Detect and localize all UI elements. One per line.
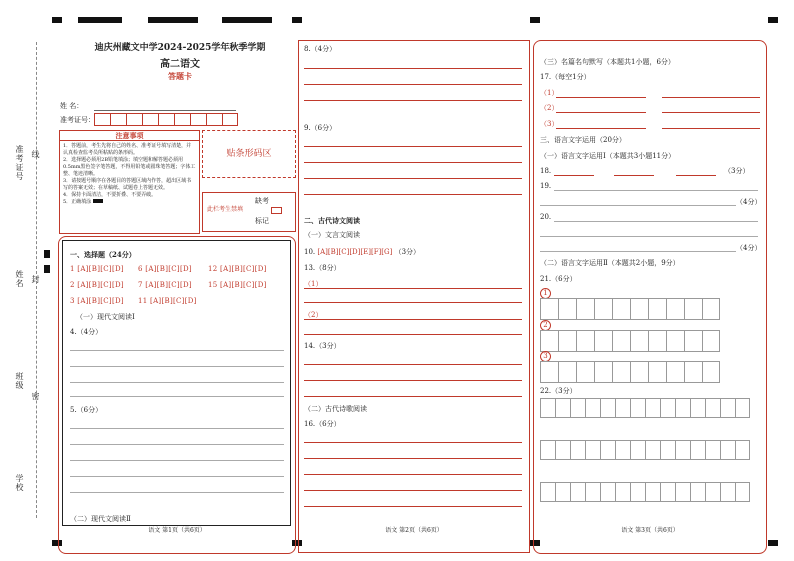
side-line-label: 线 <box>31 150 40 159</box>
notice-item: 4．保持卡面清洁，不要折叠、不要弄破。 <box>63 192 157 198</box>
side-seal-label: 封 <box>31 275 40 284</box>
school-title: 迪庆州藏文中学2024-2025学年秋季学期 <box>94 43 266 53</box>
answer-line[interactable] <box>70 382 284 383</box>
answer-line[interactable] <box>304 474 522 475</box>
subsection-modern-1: （一）现代文阅读Ⅰ <box>76 313 135 321</box>
answer-line[interactable] <box>70 492 284 493</box>
question-16: 16.（6分） <box>304 420 341 428</box>
timing-mark <box>52 17 62 23</box>
subsection-poetry: （二）古代诗歌阅读 <box>304 405 367 413</box>
question-5: 5.（6分） <box>70 406 103 414</box>
timing-mark <box>768 540 778 546</box>
question-9: 9.（6分） <box>304 124 337 132</box>
section-choice: 一、选择题（24分） <box>70 250 136 259</box>
blank-line[interactable] <box>614 175 654 176</box>
choice-options[interactable]: [A][B][C][D] <box>145 265 192 273</box>
answer-line[interactable] <box>304 302 522 303</box>
answer-line[interactable] <box>304 319 522 320</box>
q10-options[interactable]: [A][B][C][D][E][F][G] <box>317 248 393 256</box>
answer-line[interactable] <box>304 334 522 335</box>
side-school-label: 学校 <box>15 474 24 492</box>
answer-line[interactable] <box>70 476 284 477</box>
blank-line[interactable] <box>676 175 716 176</box>
blank-line[interactable] <box>556 97 646 98</box>
answer-line[interactable] <box>304 162 522 163</box>
page2-frame <box>298 40 530 553</box>
side-class-label: 班级 <box>15 372 24 390</box>
filled-sample <box>93 199 103 203</box>
choice-options[interactable]: [A][B][C][D] <box>145 281 192 289</box>
timing-mark <box>530 17 540 23</box>
answer-line[interactable] <box>70 366 284 367</box>
answer-line[interactable] <box>304 396 522 397</box>
card-title: 答题卡 <box>168 71 192 81</box>
answer-line[interactable] <box>70 350 284 351</box>
notice-item: 5．正确填涂 <box>63 199 92 205</box>
timing-mark <box>222 17 272 23</box>
choice-options[interactable]: [A][B][C][D] <box>77 281 124 289</box>
name-label: 姓 名： <box>60 102 84 110</box>
answer-line[interactable] <box>304 458 522 459</box>
question-19: 19. <box>540 182 552 190</box>
question-10: 10. [A][B][C][D][E][F][G] （3分） <box>304 248 421 256</box>
row-3-marker: 3 <box>540 351 551 362</box>
notice-box <box>59 130 200 234</box>
row-1-marker: 1 <box>540 288 551 299</box>
barcode-area: 贴条形码区 <box>202 130 296 178</box>
answer-line[interactable] <box>70 428 284 429</box>
blank-1-label: （1） <box>540 89 559 97</box>
q13-part-2: （2） <box>304 311 323 319</box>
side-close-label: 密 <box>31 392 40 401</box>
notice-item: 2．选择题必须用2B铅笔填涂；填空题和解答题必须用0.5mm黑色签字笔答题，不得用铅笔或圆珠笔答题；字体工整、笔迹清晰。 <box>63 157 196 177</box>
section-classical: 二、古代诗文阅读 <box>304 216 360 225</box>
answer-line[interactable] <box>304 68 522 69</box>
choice-options[interactable]: [A][B][C][D] <box>77 265 124 273</box>
page2-footer: 语文 第2页（共6页） <box>385 527 443 534</box>
timing-mark <box>78 17 122 23</box>
name-field[interactable] <box>94 110 236 111</box>
absent-box <box>202 192 296 232</box>
section-language: 三、语言文字运用（20分） <box>540 136 626 144</box>
answer-line[interactable] <box>304 84 522 85</box>
q19-score: （4分） <box>736 198 762 206</box>
answer-line[interactable] <box>304 100 522 101</box>
blank-line[interactable] <box>556 128 646 129</box>
answer-line[interactable] <box>304 506 522 507</box>
timing-mark <box>148 17 198 23</box>
side-exam-no-label: 准考证号 <box>15 145 24 181</box>
answer-line[interactable] <box>70 396 284 397</box>
subject-title: 高二语文 <box>160 59 200 70</box>
page3-frame <box>533 40 767 554</box>
choice-options[interactable]: [A][B][C][D] <box>220 265 267 273</box>
blank-line[interactable] <box>662 97 760 98</box>
writing-grid-row[interactable] <box>540 482 750 502</box>
answer-line[interactable] <box>304 288 522 289</box>
q18-score: （3分） <box>724 167 750 175</box>
answer-line[interactable] <box>554 190 758 191</box>
answer-line[interactable] <box>304 364 522 365</box>
subsection-language-1: （一）语言文字运用Ⅰ（本题共3小题11分） <box>540 152 676 160</box>
row-2-marker: 2 <box>540 320 551 331</box>
blank-line[interactable] <box>662 112 760 113</box>
page1-footer: 语文 第1页（共6页） <box>148 527 206 534</box>
q13-part-1: （1） <box>304 280 323 288</box>
side-name-label: 姓名 <box>15 270 24 288</box>
answer-line[interactable] <box>304 442 522 443</box>
question-20: 20. <box>540 213 552 221</box>
section-recite: （三）名篇名句默写（本题共1小题，6分） <box>540 58 675 66</box>
absent-forbid-label: 此栏考生禁填 <box>207 206 244 213</box>
absent-label: 缺考 <box>255 197 269 205</box>
answer-line[interactable] <box>304 380 522 381</box>
question-18: 18. <box>540 167 552 175</box>
writing-grid-row[interactable] <box>540 361 720 383</box>
question-8: 8.（4分） <box>304 45 337 53</box>
answer-line[interactable] <box>70 460 284 461</box>
blank-line[interactable] <box>556 112 646 113</box>
notice-item: 1．答题前，考生先将自己的姓名、准考证号填写清楚，并认真检查监考员所粘贴的条形码。 <box>63 143 192 156</box>
answer-line[interactable] <box>540 205 736 206</box>
writing-grid-row[interactable] <box>540 330 720 352</box>
writing-grid-row[interactable] <box>540 440 750 460</box>
question-13: 13.（8分） <box>304 264 341 272</box>
answer-line[interactable] <box>540 251 736 252</box>
blank-line[interactable] <box>662 128 760 129</box>
notice-item: 3．请按题号顺序在各题目的答题区域内作答，超出区域书写的答案无效；在草稿纸、试题卷上答题无效。 <box>63 178 192 191</box>
writing-grid-row[interactable] <box>540 298 720 320</box>
answer-line[interactable] <box>70 444 284 445</box>
timing-mark <box>768 17 778 23</box>
timing-mark <box>292 17 302 23</box>
timing-mark <box>44 250 50 258</box>
answer-line[interactable] <box>304 146 522 147</box>
page3-footer: 语文 第3页（共6页） <box>621 527 679 534</box>
q20-score: （4分） <box>736 244 762 252</box>
exam-no-label: 准考证号： <box>60 116 95 124</box>
mark-label: 标记 <box>255 217 269 225</box>
answer-line[interactable] <box>304 178 522 179</box>
timing-mark <box>44 265 50 273</box>
subsection-modern-2: （二）现代文阅读Ⅱ <box>70 515 131 523</box>
subsection-language-2: （二）语言文字运用Ⅱ（本题共2小题，9分） <box>540 259 680 267</box>
blank-3-label: （3） <box>540 120 559 128</box>
blank-line[interactable] <box>554 175 594 176</box>
choice-options[interactable]: [A][B][C][D] <box>77 297 124 305</box>
question-22: 22.（3分） <box>540 387 577 395</box>
blank-2-label: （2） <box>540 104 559 112</box>
answer-line[interactable] <box>554 221 758 222</box>
question-4: 4.（4分） <box>70 328 103 336</box>
answer-line[interactable] <box>304 490 522 491</box>
question-14: 14.（3分） <box>304 342 341 350</box>
answer-line[interactable] <box>540 236 758 237</box>
question-17: 17.（每空1分） <box>540 73 591 81</box>
choice-options[interactable]: [A][B][C][D] <box>150 297 197 305</box>
answer-line[interactable] <box>304 194 522 195</box>
writing-grid-row[interactable] <box>540 398 750 418</box>
absent-mark-box[interactable] <box>271 207 282 214</box>
notice-title: 注意事项 <box>60 131 199 141</box>
question-21: 21.（6分） <box>540 275 577 283</box>
choice-options[interactable]: [A][B][C][D] <box>220 281 267 289</box>
exam-no-boxes[interactable] <box>94 113 238 126</box>
subsection-classical-prose: （一）文言文阅读 <box>304 231 360 239</box>
